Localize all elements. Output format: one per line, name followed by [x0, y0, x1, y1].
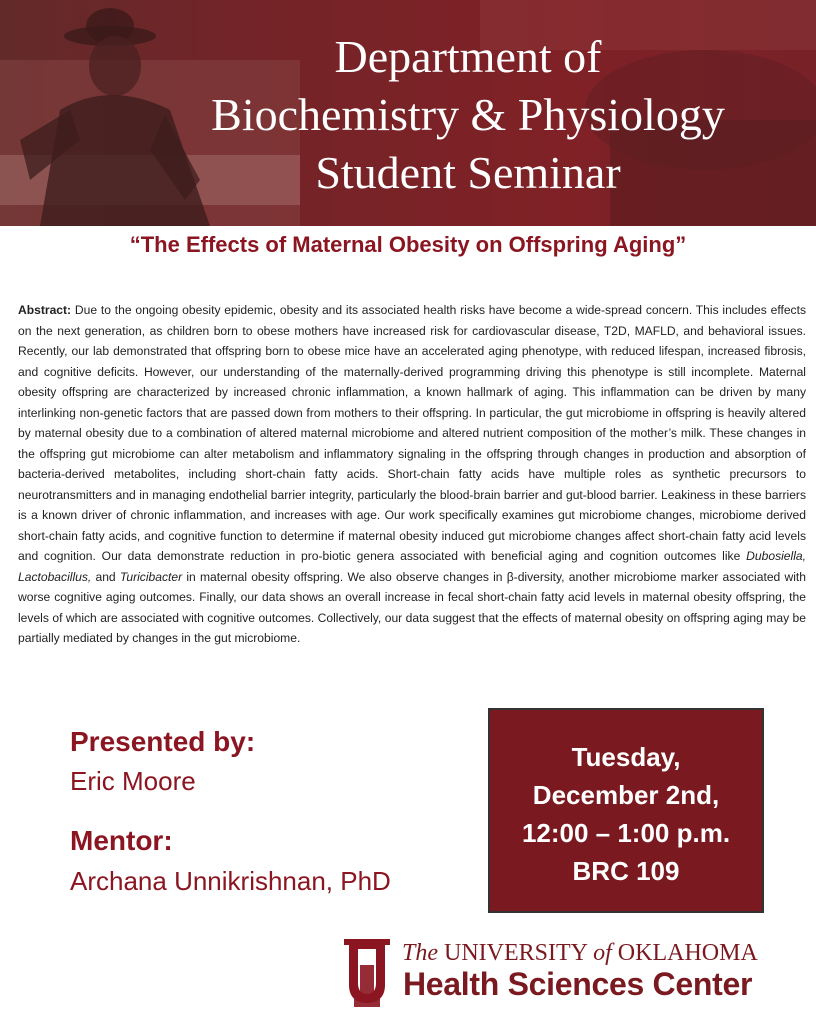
banner-title	[130, 28, 806, 202]
university-of: of	[593, 940, 612, 966]
abstract-text-2: and	[91, 569, 120, 584]
banner-line-1: Department of	[334, 31, 602, 82]
banner-line-2: Biochemistry & Physiology	[211, 89, 725, 140]
talk-title: “The Effects of Maternal Obesity on Offspring Aging”	[129, 232, 687, 257]
abstract-text-1: Due to the ongoing obesity epidemic, obesity and its associated health risks have become a wide-spread concern. This includes effects on the next generation, as children born to obese mothers have increased risk for cardiovascular disease, T2D, MAFLD, and behavioral issues. Recently, our lab demonstrated that offspring born to obese mice have an accelerated aging phenotype, with reduced lifespan, increased fibrosis, and cognitive deficits. However, our understanding of the maternally-derived programming driving this phenotype is still incomplete. Maternal obesity offspring are characterized by increased chronic inflammation, a known hallmark of aging. This inflammation can be driven by many interlinking non-genetic factors that are passed down from mothers to their offspring. In particular, the gut microbiome in offspring is heavily altered by maternal obesity due to a combination of altered maternal microbiome and altered nutrient composition of the mother’s milk. These changes in the offspring gut microbiome can alter metabolism and inflammatory signaling in the offspring through changes in production and absorption of bacteria-derived metabolites, including short-chain fatty acids. Short-chain fatty acids have multiple roles as synthetic precursors to neurotransmitters and in managing endothelial barrier integrity, particularly the blood-brain barrier and gut-blood barrier. Leakiness in these barriers is a known driver of chronic inflammation, and increases with age. Our work specifically examines gut microbiome changes, microbiome derived short-chain fatty acids, and cognitive function to determine if maternal obesity induced gut microbiome changes affect short-chain fatty acid levels and cognition. Our data demonstrate reduction in pro-biotic genera associated with beneficial aging and cognition outcomes like	[18, 303, 806, 563]
event-date: December 2nd,	[532, 780, 720, 810]
mentor-label: Mentor:	[70, 825, 173, 856]
abstract	[18, 300, 806, 649]
mentor-name: Archana Unnikrishnan, PhD	[70, 866, 391, 896]
event-details-box	[488, 708, 764, 913]
presenter-name: Eric Moore	[70, 766, 196, 796]
abstract-label: Abstract:	[18, 303, 72, 317]
presenter-label: Presented by:	[70, 726, 256, 757]
university-the: The	[402, 940, 438, 966]
ou-monogram-icon	[338, 935, 396, 1011]
event-time: 12:00 – 1:00 p.m.	[521, 818, 731, 848]
university-word: UNIVERSITY	[438, 940, 594, 966]
event-location: BRC 109	[572, 856, 680, 886]
university-state: OKLAHOMA	[611, 940, 758, 966]
abstract-text-3: in maternal obesity offspring. We also observe changes in β-diversity, another microbiome marker associated with worse cognitive aging outcomes. Finally, our data shows an overall increase in fecal short-chain fatty acid levels in maternal obesity offspring, the levels of which are associated with cognitive outcomes. Collectively, our data suggest that the effects of maternal obesity on offspring aging may be partially mediated by changes in the gut microbiome.	[18, 569, 806, 645]
event-day: Tuesday,	[571, 742, 681, 772]
banner-line-3: Student Seminar	[315, 147, 621, 198]
abstract-genus-2: Turicibacter	[119, 569, 183, 584]
header-banner	[0, 0, 816, 226]
university-name	[402, 940, 758, 967]
abstract-genus-1: Dubosiella, Lactobacillus,	[18, 549, 806, 584]
health-sciences-center: Health Sciences Center	[403, 966, 753, 1002]
